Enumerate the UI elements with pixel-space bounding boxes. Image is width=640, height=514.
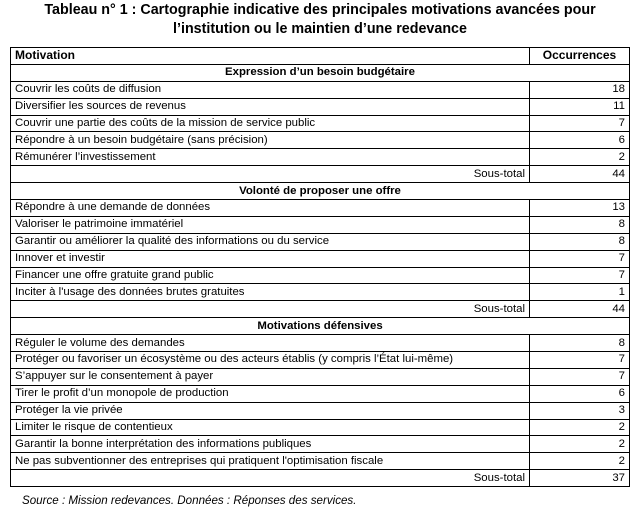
motivation-cell: Répondre à un besoin budgétaire (sans précision) <box>11 132 530 149</box>
section-title: Expression d’un besoin budgétaire <box>11 64 630 81</box>
occurrences-cell: 3 <box>530 402 630 419</box>
motivation-cell: Financer une offre gratuite grand public <box>11 267 530 284</box>
subtotal-row <box>11 301 630 318</box>
motivation-cell: Couvrir les coûts de diffusion <box>11 81 530 98</box>
subtotal-row <box>11 470 630 487</box>
motivation-cell: Répondre à une demande de données <box>11 200 530 217</box>
occurrences-cell: 7 <box>530 250 630 267</box>
subtotal-label: Sous-total <box>11 470 530 487</box>
motivation-cell: Protéger la vie privée <box>11 402 530 419</box>
occurrences-cell: 2 <box>530 149 630 166</box>
header-occurrences: Occurrences <box>530 48 630 65</box>
subtotal-label: Sous-total <box>11 301 530 318</box>
occurrences-cell: 8 <box>530 216 630 233</box>
motivation-cell: Innover et investir <box>11 250 530 267</box>
table-row <box>11 115 630 132</box>
occurrences-cell: 2 <box>530 419 630 436</box>
occurrences-cell: 18 <box>530 81 630 98</box>
table-row <box>11 200 630 217</box>
table-row <box>11 453 630 470</box>
motivation-cell: Protéger ou favoriser un écosystème ou des acteurs établis (y compris l’État lui-même) <box>11 352 530 369</box>
occurrences-cell: 6 <box>530 132 630 149</box>
title-line-1: Tableau n° 1 : Cartographie indicative des principales motivations avancées pour <box>44 2 596 18</box>
table-row <box>11 368 630 385</box>
motivation-cell: Inciter à l'usage des données brutes gratuites <box>11 284 530 301</box>
title-line-2: l’institution ou le maintien d’une redevance <box>173 21 467 37</box>
table-row <box>11 132 630 149</box>
occurrences-cell: 1 <box>530 284 630 301</box>
occurrences-cell: 7 <box>530 267 630 284</box>
subtotal-row <box>11 166 630 183</box>
table-row <box>11 250 630 267</box>
section-row <box>11 64 630 81</box>
motivation-cell: Tirer le profit d’un monopole de production <box>11 385 530 402</box>
occurrences-cell: 11 <box>530 98 630 115</box>
subtotal-value: 44 <box>530 166 630 183</box>
table-row <box>11 98 630 115</box>
source-note: Source : Mission redevances. Données : Réponses des services. <box>22 494 357 507</box>
table-row <box>11 81 630 98</box>
occurrences-cell: 6 <box>530 385 630 402</box>
motivation-cell: S’appuyer sur le consentement à payer <box>11 368 530 385</box>
table-row <box>11 149 630 166</box>
table-row <box>11 352 630 369</box>
occurrences-cell: 2 <box>530 436 630 453</box>
occurrences-cell: 8 <box>530 233 630 250</box>
section-row <box>11 183 630 200</box>
motivation-cell: Garantir la bonne interprétation des informations publiques <box>11 436 530 453</box>
table-row <box>11 335 630 352</box>
section-title: Volonté de proposer une offre <box>11 183 630 200</box>
table-row <box>11 436 630 453</box>
subtotal-value: 37 <box>530 470 630 487</box>
table-row <box>11 233 630 250</box>
occurrences-cell: 7 <box>530 115 630 132</box>
table-title <box>0 1 640 39</box>
motivation-cell: Réguler le volume des demandes <box>11 335 530 352</box>
header-row <box>11 48 630 65</box>
occurrences-cell: 2 <box>530 453 630 470</box>
table-row <box>11 402 630 419</box>
motivation-cell: Rémunérer l’investissement <box>11 149 530 166</box>
table-row <box>11 267 630 284</box>
motivation-cell: Diversifier les sources de revenus <box>11 98 530 115</box>
occurrences-cell: 13 <box>530 200 630 217</box>
section-row <box>11 318 630 335</box>
table-row <box>11 385 630 402</box>
table-row <box>11 284 630 301</box>
motivation-cell: Garantir ou améliorer la qualité des informations ou du service <box>11 233 530 250</box>
subtotal-label: Sous-total <box>11 166 530 183</box>
subtotal-value: 44 <box>530 301 630 318</box>
motivations-table <box>10 47 630 487</box>
occurrences-cell: 7 <box>530 368 630 385</box>
motivation-cell: Couvrir une partie des coûts de la mission de service public <box>11 115 530 132</box>
occurrences-cell: 8 <box>530 335 630 352</box>
motivation-cell: Ne pas subventionner des entreprises qui pratiquent l'optimisation fiscale <box>11 453 530 470</box>
section-title: Motivations défensives <box>11 318 630 335</box>
occurrences-cell: 7 <box>530 352 630 369</box>
table-row <box>11 216 630 233</box>
header-motivation: Motivation <box>11 48 530 65</box>
motivation-cell: Limiter le risque de contentieux <box>11 419 530 436</box>
table-row <box>11 419 630 436</box>
table-body <box>11 64 630 486</box>
motivation-cell: Valoriser le patrimoine immatériel <box>11 216 530 233</box>
